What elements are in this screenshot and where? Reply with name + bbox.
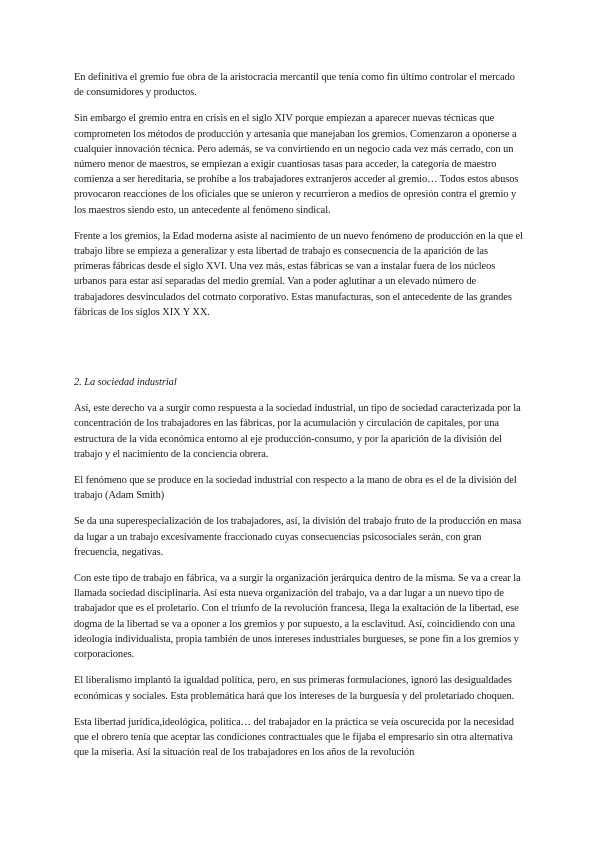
section-heading: 2. La sociedad industrial <box>74 377 177 389</box>
paragraph-superespecializacion: Se da una superespecialización de los trabajadores, así, la división del trabajo fruto de la producción en masa da lugar a un trabajo excesivamente fraccionado cuyas consecuencias psicosociales serán, con gran frecuencia, negativas. <box>74 516 522 558</box>
paragraph-division-trabajo: El fenómeno que se produce en la sociedad industrial con respecto a la mano de obra es el de la división del trabajo (Adam Smith) <box>74 475 517 502</box>
paragraph-libertad-juridica: Esta libertad jurídica,ideológica, política… del trabajador en la práctica se veía oscurecida por la necesidad que el obrero tenía que aceptar las condiciones contractuales que le fijaba el empresario sin otra alternativa que la miseria. Así la situación real de los trabajadores en los años de la revolución <box>74 716 514 759</box>
paragraph-gremio-crisis: Sin embargo el gremio entra en crisis en el siglo XIV porque empiezan a aparecer nuevas técnicas que comprometen los métodos de producción y artesanía que manejaban los gremios. Comenzaron a oponerse a cualquier innovación técnica. Pero además, se va convirtiendo en un negocio cada vez más cerrado, con un número menor de maestros, se empiezan a exigir cuantiosas tasas para acceder, la categoría de maestro comienza a ser hereditaria, se prohíbe a los trabajadores extranjeros acceder al gremio… Todos estos abusos provocaron reacciones de los oficiales que se unieron y recurrieron a medios de opresión contra el gremio y los maestros siendo esto, un antecedente al fenómeno sindical. <box>74 113 519 216</box>
paragraph-gremio-fin: En definitiva el gremio fue obra de la aristocracia mercantil que tenía como fin último controlar el mercado de consumidores y productos. <box>74 72 515 99</box>
paragraph-liberalismo: El liberalismo implantó la igualdad política, pero, en sus primeras formulaciones, ignoró las desigualdades económicas y sociales. Esta problemática hará que los intereses de la burguesía y del proletariado choquen. <box>74 675 515 702</box>
paragraph-edad-moderna: Frente a los gremios, la Edad moderna asiste al nacimiento de un nuevo fenómeno de producción en la que el trabajo libre se empieza a generalizar y esta libertad de trabajo es consecuencia de la aparición de las primeras fábricas desde el siglo XVI. Una vez más, estas fábricas se van a instalar fuera de los núcleos urbanos para estar así separadas del medio gremial. Van a poder aglutinar a un elevado número de trabajadores desvinculados del cotrnato corporativo. Estas manufacturas, son el antecedente de las grandes fábricas de los siglos XIX Y XX. <box>74 230 523 318</box>
paragraph-trabajo-fabrica: Con este tipo de trabajo en fábrica, va a surgir la organización jerárquica dentro de la misma. Se va a crear la llamada sociedad disciplinaria. Así esta nueva organización del trabajo, va a dar lugar a un nuevo tipo de trabajador que es el proletario. Con el triunfo de la revolución francesa, llega la exaltación de la libertad, ese dogma de la libertad se va a oponer a los gremios y por supuesto, a la esclavitud. Así, coincidiendo con una ideología individualista, propia también de unos intereses industriales burgueses, se pone fin a los gremios y corporaciones. <box>74 573 521 661</box>
paragraph-sociedad-industrial: Así, este derecho va a surgir como respuesta a la sociedad industrial, un tipo de sociedad caracterizada por la concentración de los trabajadores en las fábricas, por la acumulación y circulación de capitales, por una estructura de la vida económica entorno al eje producción-consumo, y por la aparición de la división del trabajo y el nacimiento de la conciencia obrera. <box>74 403 521 460</box>
document-body <box>74 70 526 771</box>
